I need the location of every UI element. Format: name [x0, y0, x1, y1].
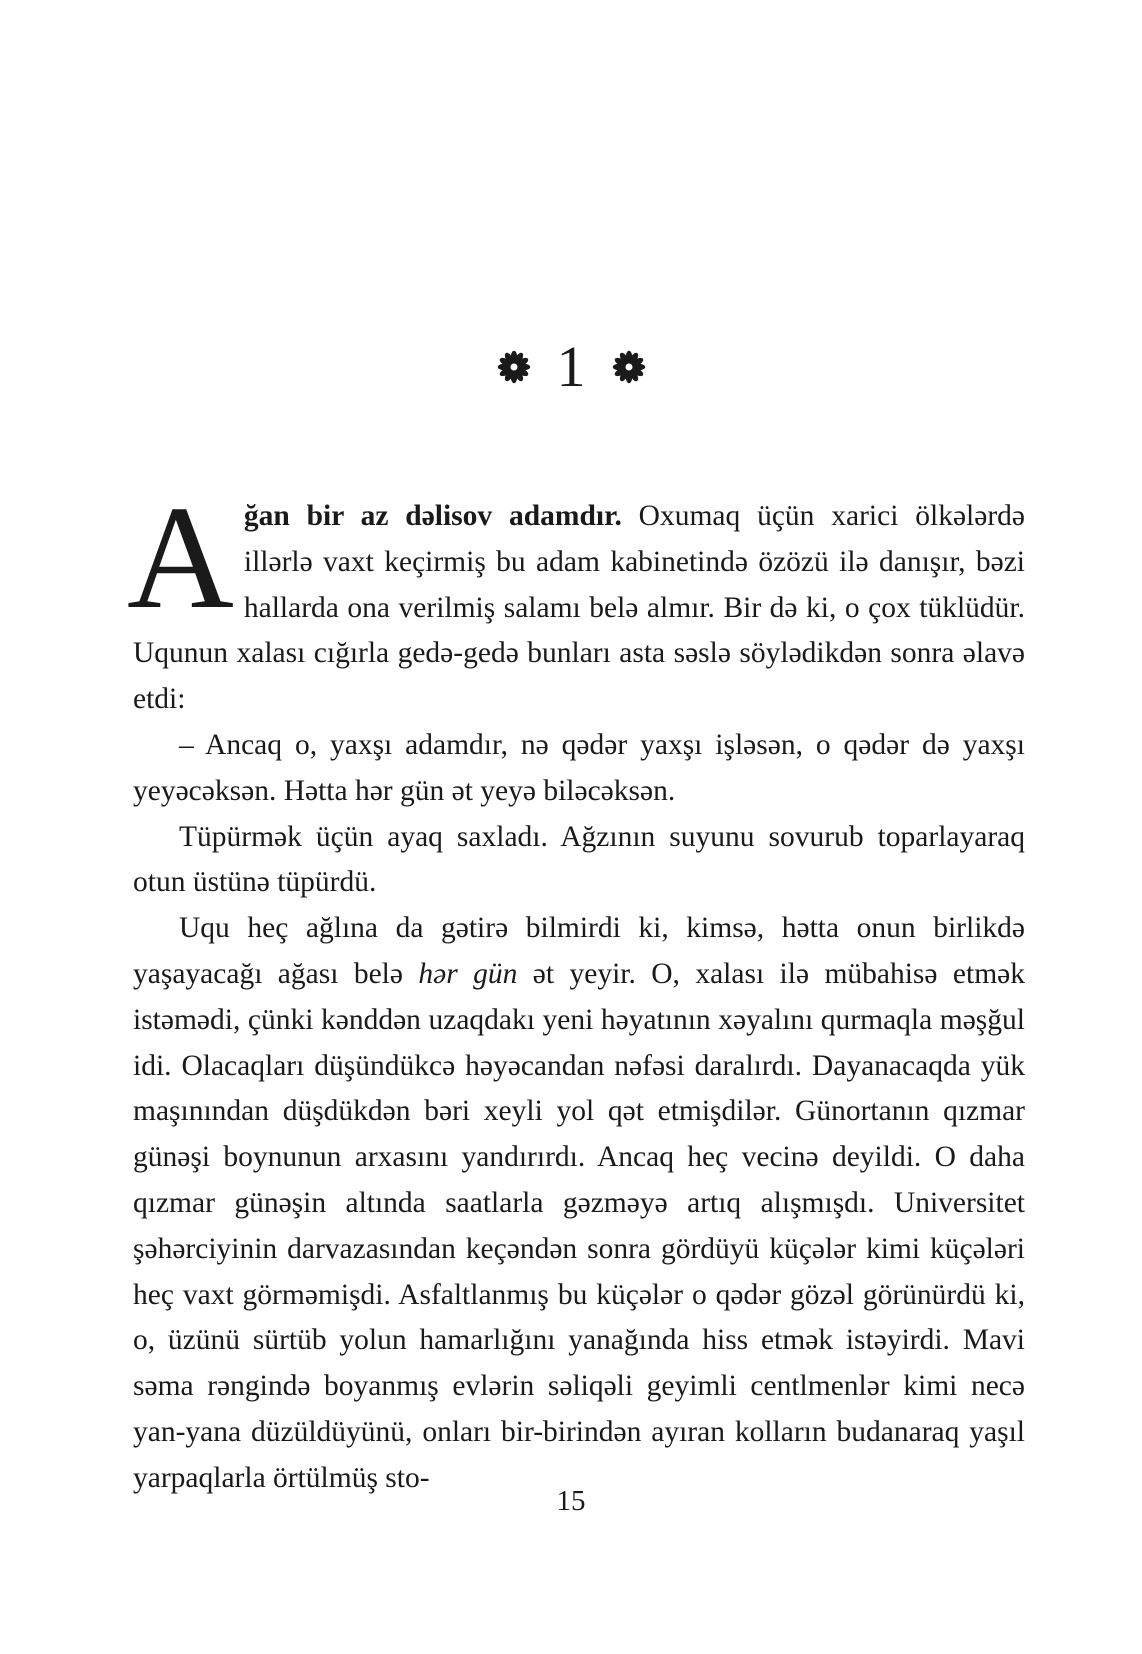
paragraph-1 — [127, 476, 1025, 723]
chapter-number: 1 — [556, 334, 586, 399]
lead-in-text: ğan bir az dəlisov adamdır. — [243, 500, 622, 532]
emphasized-text: hər gün — [418, 957, 518, 990]
paragraph-4 — [133, 906, 1025, 1501]
paragraph-4-text-b: ət yeyir. O, xalası ilə mübahisə etmək istəmədi, çünki kənddən uzaqdakı yeni həyatının xəyalını qurmaqla məşğul idi. Olacaqları düşündükcə həyəcandan nəfəsi daralırdı. Dayanacaqda yük maşınından düşdükdən bəri xeyli yol qət etmişdilər. Günortanın qızmar günəşi boynunun arxasını yandırırdı. Ancaq heç vecinə deyildi. O daha qızmar günəşin altında saatlarla gəzməyə artıq alışmışdı. Universitet şəhərciyinin darvazasından keçəndən sonra gördüyü küçələr kimi küçələri heç vaxt görməmişdi. Asfaltlanmış bu küçələr o qədər gözəl görünürdü ki, o, üzünü sürtüb yolun hamarlığını yanağında hiss etmək istəyirdi. Mavi səma rəngində boyanmış evlərin səliqəli geyimli centlmenlər kimi necə yan-yana düzüldüyünü, onları bir-birindən ayıran kolların budanaraq yaşıl yarpaqlarla örtülmüş sto- — [133, 957, 1025, 1494]
floral-rosette-icon — [612, 350, 646, 384]
chapter-heading — [0, 334, 1142, 399]
paragraph-1-text: Oxumaq üçün xarici ölkələrdə illərlə vaxt keçirmiş bu adam kabinetində özözü ilə danışır, bəzi hallarda ona verilmiş salamı belə almır. Bir də ki, o çox tüklüdür. Uqunun xalası cığırla gedə-gedə bunları asta səslə söylədikdən sonra əlavə etdi: — [133, 500, 1025, 716]
drop-cap: A — [127, 476, 234, 640]
chapter-body — [127, 476, 1025, 1502]
page-number: 15 — [556, 1485, 586, 1517]
paragraph-3: Tüpürmək üçün ayaq saxladı. Ağzının suyunu sovurub toparlayaraq otun üstünə tüpürdü. — [133, 820, 1025, 899]
paragraph-2: – Ancaq o, yaxşı adamdır, nə qədər yaxşı işləsən, o qədər də yaxşı yeyəcəksən. Hətta hər gün ət yeyə biləcəksən. — [133, 728, 1025, 807]
floral-rosette-icon — [497, 350, 531, 384]
paragraph-4-text-a: Uqu heç ağlına da gətirə bilmirdi ki, kimsə, hətta onun birlikdə yaşayacağı ağası belə — [133, 912, 1025, 990]
